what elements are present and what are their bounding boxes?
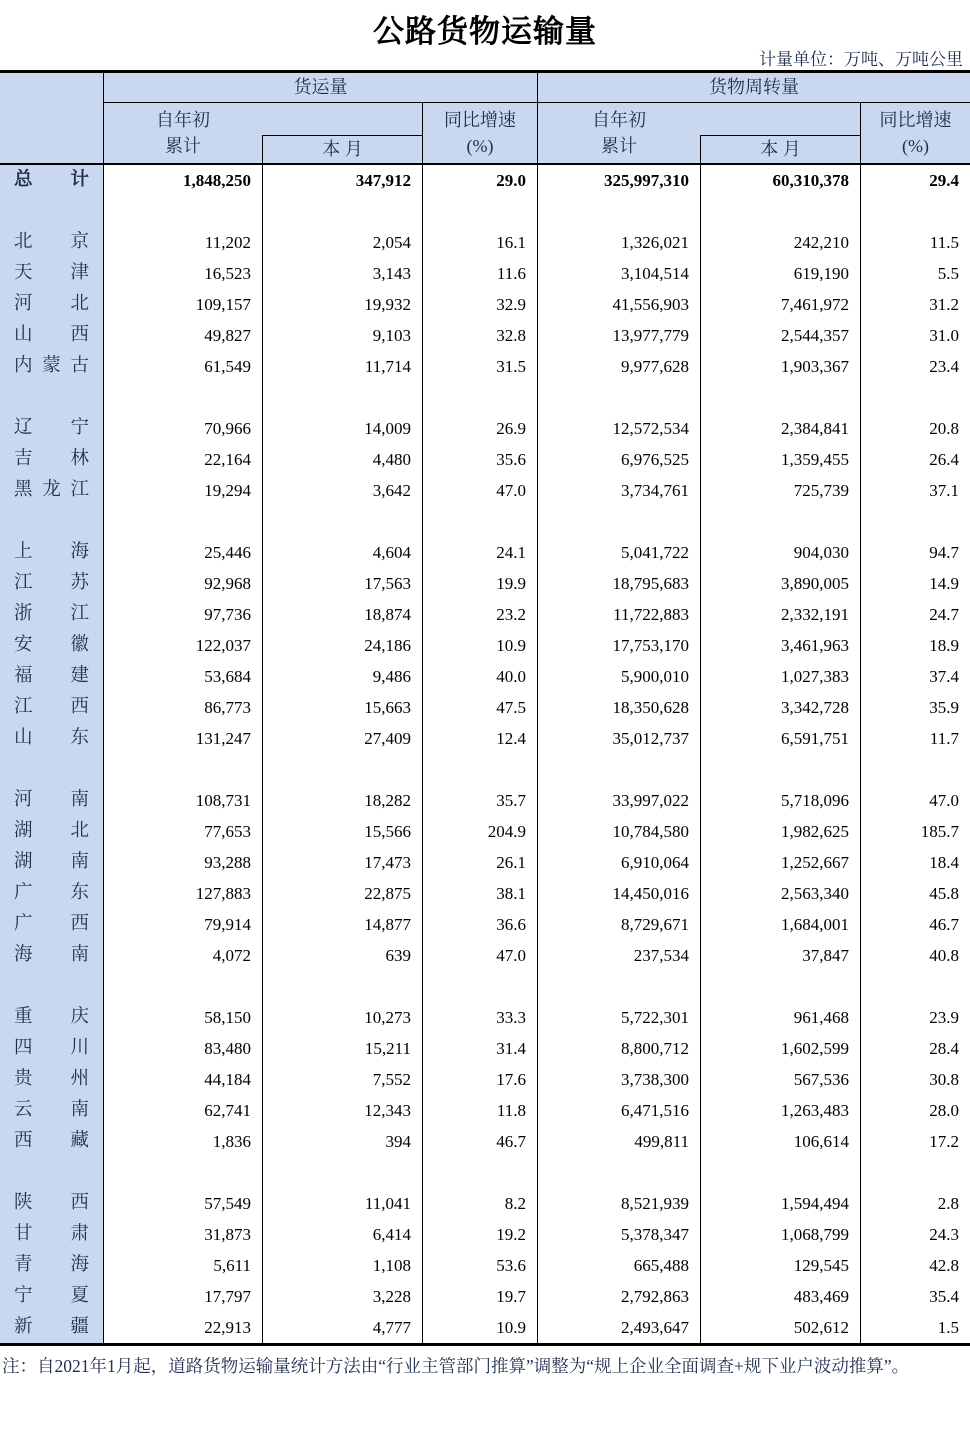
value-cell: 665,488: [537, 1250, 700, 1281]
value-cell: 35.9: [860, 692, 970, 723]
header-month-label: 本 月: [760, 139, 801, 160]
value-cell: 15,566: [262, 816, 422, 847]
value-cell: 1,068,799: [700, 1219, 860, 1250]
header-month-box: [262, 135, 422, 163]
spacer-value-cell: [422, 1157, 537, 1188]
value-cell: 31.4: [422, 1033, 537, 1064]
value-cell: 37.1: [860, 475, 970, 506]
value-cell: 11,722,883: [537, 599, 700, 630]
region-name-cell: 陕西: [0, 1188, 103, 1219]
value-cell: 33,997,022: [537, 785, 700, 816]
header-cumulative-line1: 自年初: [592, 109, 646, 130]
value-cell: 567,536: [700, 1064, 860, 1095]
value-cell: 28.0: [860, 1095, 970, 1126]
value-cell: 3,342,728: [700, 692, 860, 723]
value-cell: 47.0: [860, 785, 970, 816]
spacer-value-cell: [537, 382, 700, 413]
value-cell: 1.5: [860, 1312, 970, 1343]
region-name-cell: 海南: [0, 940, 103, 971]
value-cell: 8,729,671: [537, 909, 700, 940]
value-cell: 47.5: [422, 692, 537, 723]
value-cell: 83,480: [103, 1033, 262, 1064]
value-cell: 4,480: [262, 444, 422, 475]
spacer-value-cell: [860, 196, 970, 227]
value-cell: 2,054: [262, 227, 422, 258]
region-name-cell: 总计: [0, 165, 103, 196]
region-name-cell: 山西: [0, 320, 103, 351]
value-cell: 1,594,494: [700, 1188, 860, 1219]
spacer-value-cell: [422, 382, 537, 413]
value-cell: 17.2: [860, 1126, 970, 1157]
spacer-value-cell: [262, 506, 422, 537]
value-cell: 41,556,903: [537, 289, 700, 320]
value-cell: 11.6: [422, 258, 537, 289]
region-name-cell: 广东: [0, 878, 103, 909]
region-name-cell: 福建: [0, 661, 103, 692]
value-cell: 15,211: [262, 1033, 422, 1064]
value-cell: 325,997,310: [537, 165, 700, 196]
spacer-value-cell: [103, 506, 262, 537]
region-name-cell: 西藏: [0, 1126, 103, 1157]
value-cell: 20.8: [860, 413, 970, 444]
value-cell: 122,037: [103, 630, 262, 661]
value-cell: 19.7: [422, 1281, 537, 1312]
value-cell: 17.6: [422, 1064, 537, 1095]
region-name-cell: 北京: [0, 227, 103, 258]
value-cell: 31,873: [103, 1219, 262, 1250]
value-cell: 1,836: [103, 1126, 262, 1157]
value-cell: 40.8: [860, 940, 970, 971]
value-cell: 12.4: [422, 723, 537, 754]
spacer-value-cell: [860, 754, 970, 785]
region-name-cell: 新疆: [0, 1312, 103, 1343]
spacer-row-name-cell: [0, 1157, 103, 1188]
value-cell: 92,968: [103, 568, 262, 599]
value-cell: 11,714: [262, 351, 422, 382]
spacer-value-cell: [860, 382, 970, 413]
value-cell: 127,883: [103, 878, 262, 909]
value-cell: 17,563: [262, 568, 422, 599]
value-cell: 53,684: [103, 661, 262, 692]
value-cell: 37.4: [860, 661, 970, 692]
value-cell: 237,534: [537, 940, 700, 971]
value-cell: 1,326,021: [537, 227, 700, 258]
header-yoy-line1: 同比增速: [444, 109, 516, 130]
value-cell: 7,552: [262, 1064, 422, 1095]
value-cell: 8.2: [422, 1188, 537, 1219]
value-cell: 8,800,712: [537, 1033, 700, 1064]
value-cell: 19.9: [422, 568, 537, 599]
value-cell: 2,563,340: [700, 878, 860, 909]
value-cell: 108,731: [103, 785, 262, 816]
value-cell: 5,722,301: [537, 1002, 700, 1033]
header-cumulative-line1: 自年初: [156, 109, 210, 130]
value-cell: 30.8: [860, 1064, 970, 1095]
value-cell: 24.3: [860, 1219, 970, 1250]
value-cell: 31.2: [860, 289, 970, 320]
region-name-cell: 黑龙江: [0, 475, 103, 506]
value-cell: 6,910,064: [537, 847, 700, 878]
value-cell: 26.4: [860, 444, 970, 475]
value-cell: 5,611: [103, 1250, 262, 1281]
value-cell: 4,777: [262, 1312, 422, 1343]
value-cell: 44,184: [103, 1064, 262, 1095]
value-cell: 619,190: [700, 258, 860, 289]
region-name-cell: 湖南: [0, 847, 103, 878]
header-turnover-cumulative: [537, 103, 700, 165]
value-cell: 49,827: [103, 320, 262, 351]
header-cumulative-line2: 累计: [165, 136, 201, 156]
value-cell: 1,263,483: [700, 1095, 860, 1126]
region-name-cell: 宁夏: [0, 1281, 103, 1312]
region-name-cell: 山东: [0, 723, 103, 754]
region-name-cell: 辽宁: [0, 413, 103, 444]
value-cell: 131,247: [103, 723, 262, 754]
value-cell: 97,736: [103, 599, 262, 630]
value-cell: 3,228: [262, 1281, 422, 1312]
region-name-cell: 重庆: [0, 1002, 103, 1033]
value-cell: 204.9: [422, 816, 537, 847]
value-cell: 16.1: [422, 227, 537, 258]
spacer-value-cell: [537, 1157, 700, 1188]
header-month-label: 本 月: [322, 139, 363, 160]
spacer-value-cell: [537, 971, 700, 1002]
value-cell: 31.5: [422, 351, 537, 382]
value-cell: 61,549: [103, 351, 262, 382]
value-cell: 35.6: [422, 444, 537, 475]
spacer-value-cell: [262, 1157, 422, 1188]
value-cell: 14.9: [860, 568, 970, 599]
spacer-value-cell: [262, 196, 422, 227]
value-cell: 28.4: [860, 1033, 970, 1064]
value-cell: 22,913: [103, 1312, 262, 1343]
spacer-row-name-cell: [0, 971, 103, 1002]
value-cell: 23.9: [860, 1002, 970, 1033]
value-cell: 19,932: [262, 289, 422, 320]
value-cell: 9,977,628: [537, 351, 700, 382]
region-name-cell: 上海: [0, 537, 103, 568]
value-cell: 1,684,001: [700, 909, 860, 940]
value-cell: 11,041: [262, 1188, 422, 1219]
value-cell: 24.1: [422, 537, 537, 568]
spacer-value-cell: [422, 196, 537, 227]
header-yoy-line2: (%): [466, 136, 494, 156]
value-cell: 17,473: [262, 847, 422, 878]
value-cell: 6,471,516: [537, 1095, 700, 1126]
spacer-value-cell: [422, 506, 537, 537]
value-cell: 1,903,367: [700, 351, 860, 382]
value-cell: 483,469: [700, 1281, 860, 1312]
value-cell: 904,030: [700, 537, 860, 568]
value-cell: 5.5: [860, 258, 970, 289]
spacer-value-cell: [700, 196, 860, 227]
region-name-cell: 江苏: [0, 568, 103, 599]
value-cell: 24.7: [860, 599, 970, 630]
spacer-row-name-cell: [0, 382, 103, 413]
value-cell: 6,591,751: [700, 723, 860, 754]
region-name-cell: 江西: [0, 692, 103, 723]
value-cell: 22,875: [262, 878, 422, 909]
value-cell: 46.7: [422, 1126, 537, 1157]
value-cell: 8,521,939: [537, 1188, 700, 1219]
value-cell: 9,103: [262, 320, 422, 351]
value-cell: 35.7: [422, 785, 537, 816]
value-cell: 17,753,170: [537, 630, 700, 661]
spacer-value-cell: [700, 1157, 860, 1188]
value-cell: 1,848,250: [103, 165, 262, 196]
value-cell: 29.4: [860, 165, 970, 196]
spacer-value-cell: [537, 196, 700, 227]
header-turnover-month: [700, 103, 860, 165]
value-cell: 1,602,599: [700, 1033, 860, 1064]
spacer-value-cell: [103, 196, 262, 227]
value-cell: 86,773: [103, 692, 262, 723]
value-cell: 19,294: [103, 475, 262, 506]
value-cell: 11.5: [860, 227, 970, 258]
value-cell: 23.4: [860, 351, 970, 382]
header-turnover-yoy: [860, 103, 970, 165]
value-cell: 58,150: [103, 1002, 262, 1033]
value-cell: 11.7: [860, 723, 970, 754]
header-yoy-line2: (%): [902, 136, 929, 156]
value-cell: 26.9: [422, 413, 537, 444]
value-cell: 961,468: [700, 1002, 860, 1033]
value-cell: 14,009: [262, 413, 422, 444]
value-cell: 14,450,016: [537, 878, 700, 909]
value-cell: 38.1: [422, 878, 537, 909]
value-cell: 18.9: [860, 630, 970, 661]
value-cell: 70,966: [103, 413, 262, 444]
region-name-cell: 天津: [0, 258, 103, 289]
spacer-value-cell: [860, 971, 970, 1002]
value-cell: 40.0: [422, 661, 537, 692]
region-name-cell: 贵州: [0, 1064, 103, 1095]
spacer-value-cell: [262, 971, 422, 1002]
value-cell: 1,982,625: [700, 816, 860, 847]
value-cell: 394: [262, 1126, 422, 1157]
spacer-value-cell: [700, 971, 860, 1002]
value-cell: 32.8: [422, 320, 537, 351]
value-cell: 16,523: [103, 258, 262, 289]
spacer-value-cell: [700, 506, 860, 537]
value-cell: 2,544,357: [700, 320, 860, 351]
spacer-row-name-cell: [0, 196, 103, 227]
value-cell: 11.8: [422, 1095, 537, 1126]
header-corner-cell: [0, 73, 103, 165]
table-footnote: 注：自2021年1月起，道路货物运输量统计方法由“行业主管部门推算”调整为“规上企业全面调查+规下业户波动推算”。: [2, 1356, 910, 1376]
value-cell: 1,027,383: [700, 661, 860, 692]
value-cell: 13,977,779: [537, 320, 700, 351]
value-cell: 2,792,863: [537, 1281, 700, 1312]
value-cell: 18,795,683: [537, 568, 700, 599]
value-cell: 3,734,761: [537, 475, 700, 506]
value-cell: 9,486: [262, 661, 422, 692]
value-cell: 37,847: [700, 940, 860, 971]
value-cell: 1,252,667: [700, 847, 860, 878]
header-group-freight-volume: 货运量: [103, 73, 537, 103]
value-cell: 36.6: [422, 909, 537, 940]
value-cell: 2,493,647: [537, 1312, 700, 1343]
header-freight-month: [262, 103, 422, 165]
value-cell: 14,877: [262, 909, 422, 940]
spacer-value-cell: [103, 382, 262, 413]
measurement-unit-note: 计量单位：万吨、万吨公里: [759, 50, 963, 69]
region-name-cell: 浙江: [0, 599, 103, 630]
spacer-value-cell: [537, 506, 700, 537]
value-cell: 106,614: [700, 1126, 860, 1157]
header-yoy-line1: 同比增速: [879, 109, 952, 130]
value-cell: 46.7: [860, 909, 970, 940]
value-cell: 6,976,525: [537, 444, 700, 475]
value-cell: 639: [262, 940, 422, 971]
value-cell: 2,332,191: [700, 599, 860, 630]
value-cell: 3,461,963: [700, 630, 860, 661]
value-cell: 53.6: [422, 1250, 537, 1281]
header-cumulative-line2: 累计: [601, 136, 637, 156]
spacer-value-cell: [262, 754, 422, 785]
value-cell: 347,912: [262, 165, 422, 196]
value-cell: 60,310,378: [700, 165, 860, 196]
spacer-value-cell: [860, 1157, 970, 1188]
value-cell: 22,164: [103, 444, 262, 475]
value-cell: 31.0: [860, 320, 970, 351]
value-cell: 1,359,455: [700, 444, 860, 475]
value-cell: 62,741: [103, 1095, 262, 1126]
value-cell: 5,718,096: [700, 785, 860, 816]
spacer-value-cell: [262, 382, 422, 413]
value-cell: 17,797: [103, 1281, 262, 1312]
spacer-value-cell: [700, 754, 860, 785]
value-cell: 42.8: [860, 1250, 970, 1281]
value-cell: 2,384,841: [700, 413, 860, 444]
value-cell: 12,572,534: [537, 413, 700, 444]
value-cell: 499,811: [537, 1126, 700, 1157]
region-name-cell: 青海: [0, 1250, 103, 1281]
header-freight-cumulative: [103, 103, 262, 165]
region-name-cell: 四川: [0, 1033, 103, 1064]
value-cell: 3,738,300: [537, 1064, 700, 1095]
value-cell: 45.8: [860, 878, 970, 909]
value-cell: 502,612: [700, 1312, 860, 1343]
value-cell: 93,288: [103, 847, 262, 878]
value-cell: 18,874: [262, 599, 422, 630]
spacer-value-cell: [537, 754, 700, 785]
value-cell: 129,545: [700, 1250, 860, 1281]
value-cell: 2.8: [860, 1188, 970, 1219]
value-cell: 3,890,005: [700, 568, 860, 599]
value-cell: 25,446: [103, 537, 262, 568]
value-cell: 24,186: [262, 630, 422, 661]
region-name-cell: 吉林: [0, 444, 103, 475]
value-cell: 47.0: [422, 475, 537, 506]
spacer-value-cell: [860, 506, 970, 537]
region-name-cell: 广西: [0, 909, 103, 940]
value-cell: 242,210: [700, 227, 860, 258]
value-cell: 18,282: [262, 785, 422, 816]
value-cell: 77,653: [103, 816, 262, 847]
region-name-cell: 内蒙古: [0, 351, 103, 382]
value-cell: 5,378,347: [537, 1219, 700, 1250]
value-cell: 35.4: [860, 1281, 970, 1312]
value-cell: 35,012,737: [537, 723, 700, 754]
value-cell: 3,642: [262, 475, 422, 506]
value-cell: 6,414: [262, 1219, 422, 1250]
value-cell: 10,784,580: [537, 816, 700, 847]
value-cell: 185.7: [860, 816, 970, 847]
region-name-cell: 河南: [0, 785, 103, 816]
value-cell: 79,914: [103, 909, 262, 940]
value-cell: 10.9: [422, 1312, 537, 1343]
value-cell: 11,202: [103, 227, 262, 258]
value-cell: 27,409: [262, 723, 422, 754]
value-cell: 18,350,628: [537, 692, 700, 723]
value-cell: 10,273: [262, 1002, 422, 1033]
value-cell: 3,104,514: [537, 258, 700, 289]
value-cell: 29.0: [422, 165, 537, 196]
freight-table: [0, 70, 970, 1346]
value-cell: 4,072: [103, 940, 262, 971]
value-cell: 5,900,010: [537, 661, 700, 692]
value-cell: 94.7: [860, 537, 970, 568]
value-cell: 109,157: [103, 289, 262, 320]
spacer-value-cell: [103, 1157, 262, 1188]
header-group-freight-turnover: 货物周转量: [537, 73, 970, 103]
value-cell: 10.9: [422, 630, 537, 661]
value-cell: 47.0: [422, 940, 537, 971]
spacer-value-cell: [422, 971, 537, 1002]
value-cell: 18.4: [860, 847, 970, 878]
value-cell: 57,549: [103, 1188, 262, 1219]
value-cell: 15,663: [262, 692, 422, 723]
spacer-value-cell: [103, 754, 262, 785]
header-freight-yoy: [422, 103, 537, 165]
value-cell: 3,143: [262, 258, 422, 289]
value-cell: 4,604: [262, 537, 422, 568]
spacer-value-cell: [103, 971, 262, 1002]
value-cell: 12,343: [262, 1095, 422, 1126]
value-cell: 5,041,722: [537, 537, 700, 568]
region-name-cell: 湖北: [0, 816, 103, 847]
spacer-row-name-cell: [0, 754, 103, 785]
region-name-cell: 安徽: [0, 630, 103, 661]
value-cell: 23.2: [422, 599, 537, 630]
spacer-value-cell: [422, 754, 537, 785]
spacer-value-cell: [700, 382, 860, 413]
value-cell: 33.3: [422, 1002, 537, 1033]
value-cell: 26.1: [422, 847, 537, 878]
page-title: 公路货物运输量: [373, 14, 597, 49]
value-cell: 7,461,972: [700, 289, 860, 320]
spacer-row-name-cell: [0, 506, 103, 537]
value-cell: 19.2: [422, 1219, 537, 1250]
header-month-box: [700, 135, 860, 163]
region-name-cell: 云南: [0, 1095, 103, 1126]
value-cell: 32.9: [422, 289, 537, 320]
value-cell: 1,108: [262, 1250, 422, 1281]
region-name-cell: 甘肃: [0, 1219, 103, 1250]
value-cell: 725,739: [700, 475, 860, 506]
region-name-cell: 河北: [0, 289, 103, 320]
